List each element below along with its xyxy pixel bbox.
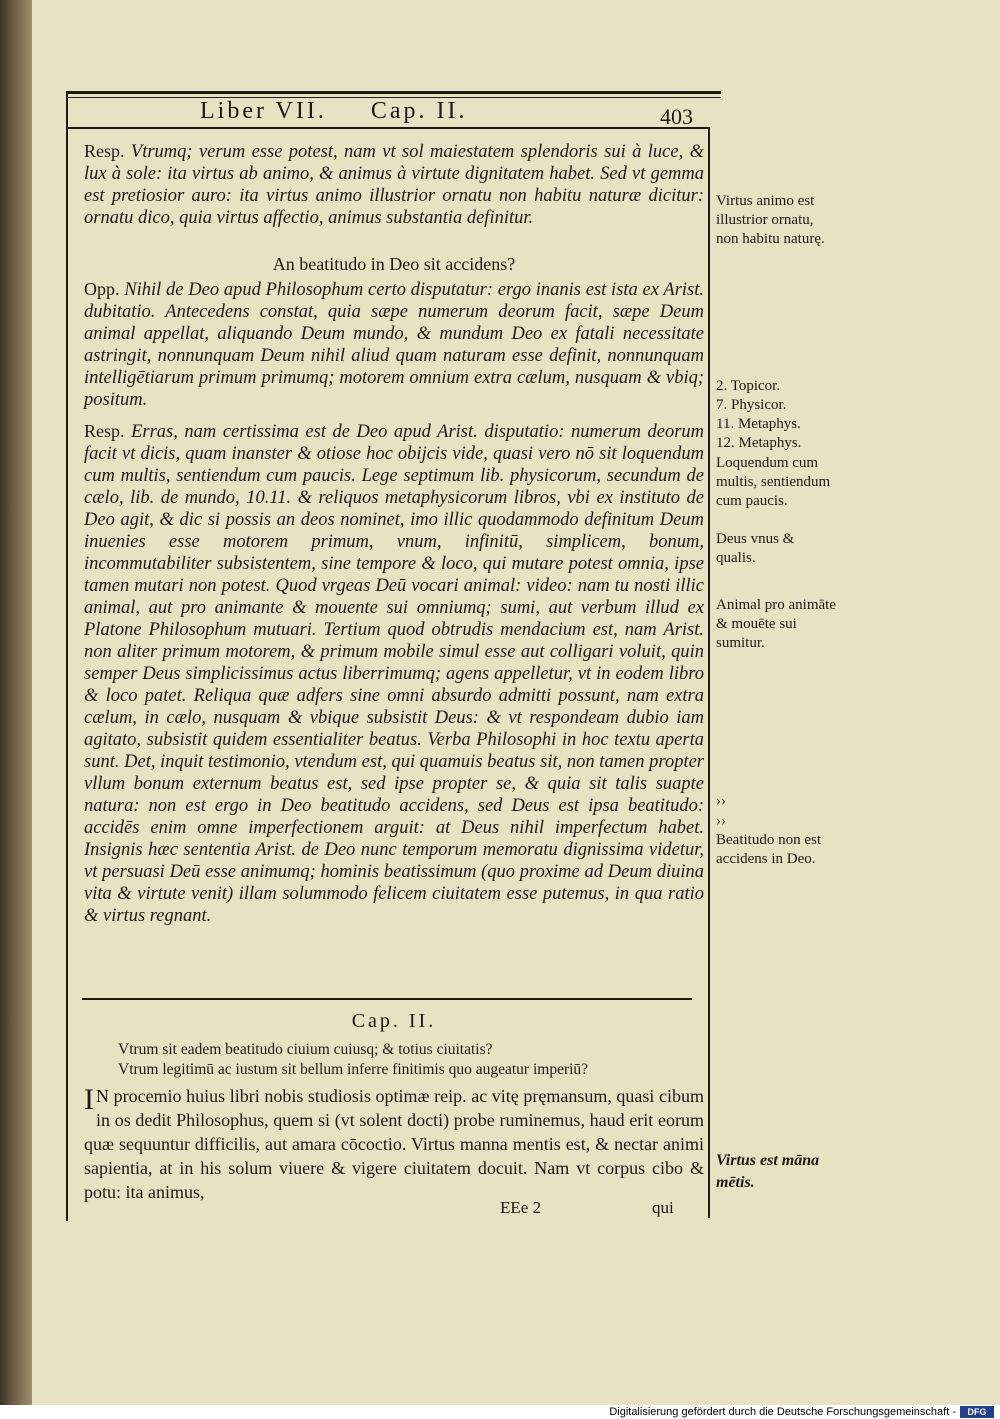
funding-note: Digitalisierung gefördert durch die Deutsche Forschungsgemeinschaft - [609,1406,956,1418]
response-text: Vtrumq; verum esse potest, nam vt sol maiestatem splendoris sui à luce, & lux à sole: ita virtus ab animo, & animus à virtute dignitatem habet. Sed vt gemma est pretiosior auro: ita virtus animo illustrior ornatu non habitu naturæ dicitur: ornatu dico, quia virtus affectio, animus substantia definitur. [84,142,704,228]
margin-note-3: 7. Physicor. [716,397,787,413]
margin-note-4: 11. Metaphys. [716,416,801,432]
objection-block [84,278,704,411]
response-label: Resp. [84,141,125,161]
chapter-question-2: Vtrum legitimū ac iustum sit bellum inferre finitimis quo augeatur imperiū? [118,1061,589,1078]
response-block-2 [84,420,704,927]
chapter-heading: Cap. II. [351,1010,437,1032]
book-binding-edge [0,0,32,1419]
response-block-1 [84,140,704,229]
chapter-body-text: N procemio huius libri nobis studiosis optimæ reip. ac vitę pręmansum, quasi cibum in os dedit Philosophus, quem si (vt solent docti) probe ruminemus, haud erit eorum quæ sequuntur difficilis, aut amara cōcoctio. Virtus manna mentis est, & nectar animi sapientia, at in his solum viuere & vigere ciuitatem docuit. Nam vt corpus cibo & potu: ita animus, [84,1086,704,1202]
margin-note-9: ›› [716,793,726,809]
question-heading: An beatitudo in Deo sit accidens? [272,254,516,274]
margin-note-2: 2. Topicor. [716,378,781,394]
footer-bar [0,1405,1000,1419]
page-number: 403 [660,104,693,129]
objection-text: Nihil de Deo apud Philosophum certo disputatur: ergo inanis est ista ex Arist. dubitatio. Antecedens constat, quia sæpe numerum deorum facit, sæpe Deum animal appellat, aliquando Deum mundo, & mundum Deo ex fatali necessitate astringit, nonnunquam Deum nihil aliud quam naturam esse definit, nonnunquam intelligētiarum primum primumq; motorem omnium extra cælum, nusquam & vbiq; positum. [84,280,704,410]
margin-note-10: ›› [716,813,726,829]
frame-rule-top [66,91,721,94]
header-rule [68,127,710,129]
chapter-body [84,1084,704,1204]
margin-note-6: Loquendum cum multis, sentiendum cum paucis. [716,455,831,509]
running-head [200,98,600,126]
margin-note-12: Virtus est māna mētis. [716,1152,820,1191]
margin-note-1: Virtus animo est illustrior ornatu, non habitu naturę. [716,193,825,247]
dfg-logo: DFG [960,1406,994,1418]
response-text-2: Erras, nam certissima est de Deo apud Arist. disputatio: numerum deorum facit vt dicis, quam inanster & otiose hoc obijcis vide, quasi vero nō sit loquendum cum multis, sentiendum cum paucis. Lege septimum lib. physicorum, secundum de cælo, lib. de mundo, 10.11. & reliquos metaphysicorum libros, vbi ex instituto de Deo agit, & dic si possis an deos nominet, imo illic quodammodo definitum Deum inuenies esse motorem primum, vnum, infinitū, simplicem, bonum, incommutabiliter subsistentem, sine tempore & loco, qui mutare potest omnia, ipse tamen mutari non potest. Quod vrgeas Deū vocari animal: video: nam tu nosti illic animal, aut pro animante & mouente sui omniumq; sumi, aut verbum illud ex Platone Philosophum mutuari. Tertium quod obtrudis mendacium est, nam Arist. non aliter primum motorem, & primum mobile simul esse aut colligari voluit, quin semper Deus simplicissimus actus liberrimumq; agens appelletur, vt in eodem libro & loco patet. Reliqua quæ adfers sine omni absurdo admitti possunt, nam extra cælum, in cælo, nusquam & vbique subsistit Deus: & vt respondeam dubio iam agitato, subsistit quidem essentialiter beatus. Verba Philosophi in hoc textu aperta sunt. Det, inquit testimonio, vtendum est, qui quamuis beatus sit, non tamen propter vllum bonum externum beatus est, sed ipse propter se, & quia sit talis suapte natura: non est ergo in Deo beatitudo accidens, sed Deus est ipsa beatitudo: accidēs enim omne imperfectionem arguit: at Deus nihil imperfectum habet. Insignis hæc sententia Arist. de Deo nunc temporum memoratu dignissima videtur, vt persuasi Deū esse animumq; hominis beatissimum (quo proxime ad Deum diuina vita & virtute venit) illam solummodo felicem ciuitatem esse putemus, in qua ratio & virtus regnant. [84,422,705,926]
running-head-chapter: Cap. II. [370,98,468,124]
chapter-question-1: Vtrum sit eadem beatitudo ciuium cuiusq; & totius ciuitatis? [118,1041,493,1058]
margin-note-11: Beatitudo non est accidens in Deo. [716,832,821,867]
section-rule [82,998,692,1000]
margin-note-8: Animal pro animāte & mouēte sui sumitur. [716,597,836,651]
margin-note-7: Deus vnus & qualis. [716,531,795,566]
objection-label: Opp. [84,279,120,299]
initial-letter: I [84,1083,94,1116]
catchword: qui [652,1198,674,1217]
signature-mark: EEe 2 [500,1198,542,1217]
running-head-book: Liber VII. [200,98,327,124]
chapter-questions [118,1040,698,1080]
frame-rule-left [66,91,68,1221]
frame-rule-right [708,128,710,1218]
margin-note-5: 12. Metaphys. [716,435,802,451]
response-label-2: Resp. [84,421,125,441]
